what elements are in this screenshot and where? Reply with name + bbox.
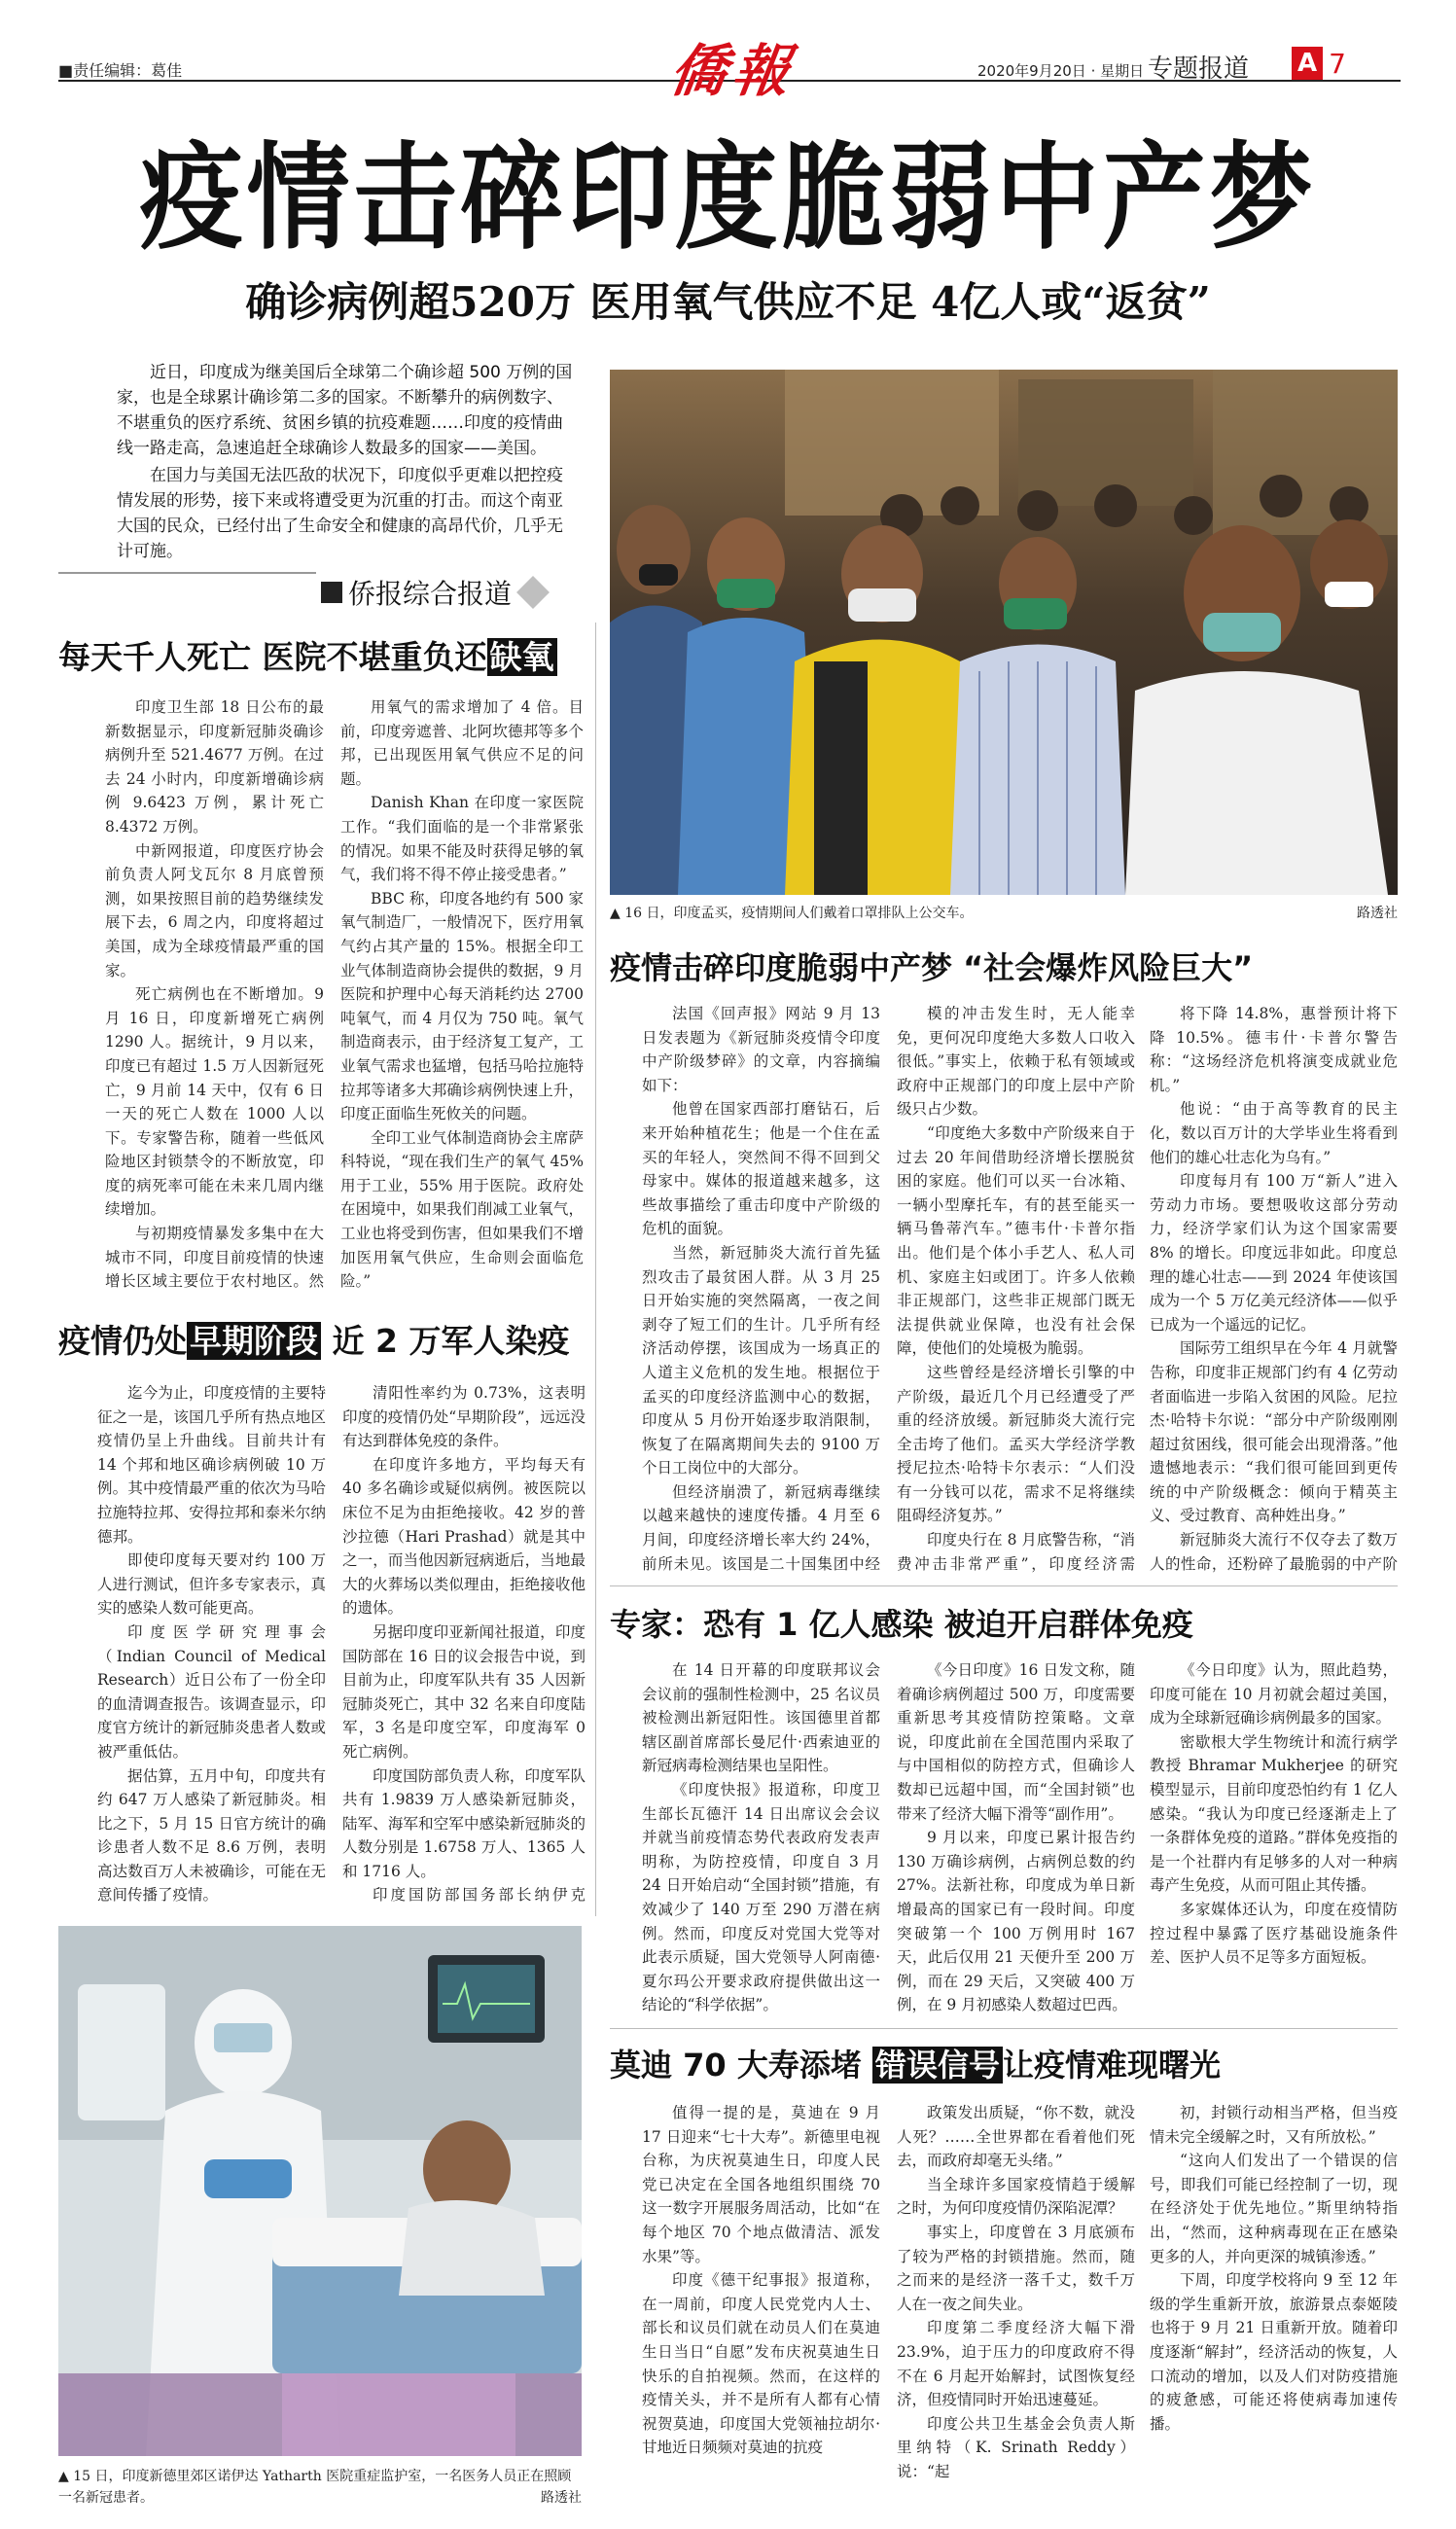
paragraph: 印度公共卫生基金会负责人斯里纳特（K. Srinath Reddy）说：“起 — [897, 2414, 1135, 2480]
paragraph: 据估算，五月中旬，印度共有约 647 万人感染了新冠肺炎。相比之下，5 月 15 日官方统计的确诊患者人数不足 8.6 万例，表明高达数百万人未被确诊，可能在无意间传播了疫情。 — [97, 1766, 326, 1905]
article-column — [1150, 1658, 1398, 2018]
paragraph: 国际劳工组织早在今年 4 月就警告称，印度非正规部门约有 4 亿劳动者面临进一步陷入贫困的风险。尼拉杰·哈特卡尔说：“部分中产阶级刚刚超过贫困线，很可能会出现滑落。”他遗憾地表示：“我们很可能回到更传统的中产阶级概念：倾向于精英主义、受过教育、高种姓出身。” — [1150, 1339, 1398, 1525]
paragraph: 印度每月有 100 万“新人”进入劳动力市场。要想吸收这部分劳动力，经济学家们认为这个国家需要 8% 的增长。印度远非如此。印度总理的雄心壮志——到 2024 年使该国成为一个 5 万亿美元经济体——似乎已成为一个遥远的记忆。 — [1150, 1172, 1398, 1334]
paragraph: 印度医学研究理事会（Indian Council of Medical Research）近日公布了一份全印的血清调查报告。该调查显示，印度官方统计的新冠肺炎患者人数或被严重低估。 — [97, 1622, 326, 1761]
headline-text: 每天千人死亡 医院不堪重负还 — [58, 638, 487, 676]
paragraph: 印度央行在 8 月底警告称，“消费冲击非常严重”，印度经济需 — [897, 1531, 1135, 1573]
column-divider — [595, 623, 596, 1916]
paragraph: 下周，印度学校将向 9 至 12 年级的学生重新开放，旅游景点泰姬陵也将于 9 月 21 日重新开放。随着印度逐渐“解封”，经济活动的恢复，人口流动的增加，以及人们对防疫措施的疲惫感，可能还将使病毒加速传播。 — [1150, 2271, 1398, 2433]
paragraph: 用氧气的需求增加了 4 倍。目前，印度旁遮普、北阿坎德邦等多个邦，已出现医用氧气供应不足的问题。 — [340, 698, 584, 788]
paragraph: 模的冲击发生时，无人能幸免，更何况印度绝大多数人口收入很低。”事实上，依赖于私有领域或政府中正规部门的印度上层中产阶级只占少数。 — [897, 1005, 1135, 1119]
paragraph: 政策发出质疑，“你不数，就没人死？……全世界都在看着他们死去，而政府却毫无头绪。” — [897, 2104, 1135, 2170]
paragraph: 《今日印度》16 日发文称，随着确诊病例超过 500 万，印度需要重新思考其疫情防控策略。文章说，印度此前在全国范围内采取了与中国相似的防控方式，但确诊人数却已远超中国，而“全国封锁”也带来了经济大幅下滑等“副作用”。 — [897, 1661, 1135, 1823]
newspaper-logo: 僑報 — [665, 38, 800, 104]
crowd-photo-illustration — [610, 370, 1398, 895]
paragraph: 他说：“由于高等教育的民主化，数以百万计的大学毕业生将看到他们的雄心壮志化为乌有。” — [1150, 1100, 1398, 1166]
paragraph: 9 月以来，印度已累计报告约 130 万确诊病例，占病例总数的约 27%。法新社称，印度成为单日新增最高的国家已有一段时间。印度突破第一个 100 万例用时 167 天，此后仅用 21 天便升至 200 万例，而在 29 天后，又突破 400 万例，在 9 月初感染人数超过巴西。 — [897, 1829, 1135, 2014]
paragraph: 另据印度印亚新闻社报道，印度国防部在 16 日的议会报告中说，到目前为止，印度军队共有 35 人因新冠肺炎死亡，其中 32 名来自印度陆军，3 名是印度空军，印度海军 0 死亡病例。 — [342, 1622, 586, 1761]
article-column — [897, 1658, 1135, 2018]
headline-text: 让疫情难现曙光 — [1002, 2047, 1221, 2084]
article-column — [342, 1381, 586, 1906]
page-letter: A — [1292, 47, 1323, 80]
paragraph: 他曾在国家西部打磨钻石，后来开始种植花生；他是一个住在孟买的年轻人，突然间不得不回到父母家中。媒体的报道越来越多，这些故事描绘了重击印度中产阶级的危机的面貌。 — [642, 1100, 880, 1238]
headline-text: 莫迪 70 大寿添堵 — [610, 2047, 872, 2084]
photo-mumbai-queue — [610, 370, 1398, 895]
main-headline: 疫情击碎印度脆弱中产梦 — [139, 130, 1317, 266]
paragraph: 迄今为止，印度疫情的主要特征之一是，该国几乎所有热点地区疫情仍呈上升曲线。目前共计有 14 个邦和地区确诊病例破 10 万例。其中疫情最严重的依次为马哈拉施特拉邦、安得拉邦和泰米尔纳德邦。 — [97, 1384, 326, 1546]
paragraph: 即使印度每天要对约 100 万人进行测试，但许多专家表示，真实的感染人数可能更高。 — [97, 1551, 326, 1618]
paragraph: 清阳性率约为 0.73%，这表明印度的疫情仍处“早期阶段”，远远没有达到群体免疫的条件。 — [342, 1384, 586, 1450]
paragraph: 印度第二季度经济大幅下滑 23.9%，迫于压力的印度政府不得不在 6 月起开始解封，试图恢复经济，但疫情同时开始迅速蔓延。 — [897, 2319, 1135, 2409]
section-headline: 疫情击碎印度脆弱中产梦 “社会爆炸风险巨大” — [610, 949, 1254, 986]
headline-text: 近 2 万军人染疫 — [321, 1322, 570, 1360]
paragraph: 印度卫生部 18 日公布的最新数据显示，印度新冠肺炎确诊病例升至 521.4677 万例。在过去 24 小时内，印度新增确诊病例 9.6423 万例，累计死亡 8.4372 万例。 — [105, 698, 324, 836]
paragraph: 初，封锁行动相当严格，但当疫情未完全缓解之时，又有所放松。” — [1150, 2104, 1398, 2146]
article-column — [642, 1002, 880, 1576]
article-column — [340, 695, 584, 1294]
issue-date: 2020年9月20日 · 星期日 — [977, 62, 1145, 80]
sub-headline: 确诊病例超520万 医用氧气供应不足 4亿人或“返贫” — [245, 278, 1211, 326]
page-number — [1292, 47, 1346, 80]
caption-text: ▲ 15 日，印度新德里郊区诺伊达 Yatharth 医院重症监护室，一名医务人员正在照顾一名新冠患者。 — [58, 2469, 572, 2506]
divider — [610, 1585, 1398, 1586]
paragraph: 密歇根大学生物统计和流行病学教授 Bhramar Mukherjee 的研究模型显示，目前印度恐怕约有 1 亿人感染。“我认为印度已经逐渐走上了一条群体免疫的道路。”群体免疫指的是一个社群内有足够多的人对一种病毒产生免疫，从而可阻止其传播。 — [1150, 1732, 1398, 1895]
article-column — [105, 695, 324, 1294]
divider — [58, 572, 316, 574]
lead-paragraph: 近日，印度成为继美国后全球第二个确诊超 500 万例的国家，也是全球累计确诊第二多的国家。不断攀升的病例数字、不堪重负的医疗系统、贫困乡镇的抗疫难题……印度的疫情曲线一路走高，急速追赶全球确诊人数最多的国家——美国。 — [117, 363, 573, 458]
section-headline — [58, 632, 557, 678]
paragraph: 印度《德干纪事报》报道称，在一周前，印度人民党党内人士、部长和议员们就在动员人们在莫迪生日当日“自愿”发布庆祝莫迪生日快乐的自拍视频。然而，在这样的疫情关头，并不是所有人都有心情祝贺莫迪，印度国大党领袖拉胡尔·甘地近日频频对莫迪的抗疫 — [642, 2271, 880, 2457]
reporter-label: 侨报综合报道 — [348, 578, 513, 610]
paragraph: 《印度快报》报道称，印度卫生部长瓦德汗 14 日出席议会会议并就当前疫情态势代表政府发表声明称，为防控疫情，印度自 3 月 24 日开始启动“全国封锁”措施，有效减少了 140 万至 290 万潜在病例。然而，印度反对党国大党等对此表示质疑，国大党领导人阿南德·夏尔玛公开要求政府提供做出这一结论的“科学依据”。 — [642, 1780, 880, 2014]
article-column — [897, 2101, 1135, 2510]
paragraph: 法国《回声报》网站 9 月 13 日发表题为《新冠肺炎疫情令印度中产阶级梦碎》的文章，内容摘编如下： — [642, 1005, 880, 1094]
paragraph: 《今日印度》认为，照此趋势，印度可能在 10 月初就会超过美国，成为全球新冠确诊病例最多的国家。 — [1150, 1661, 1398, 1728]
article-column — [1150, 1002, 1398, 1576]
article-column — [642, 1658, 880, 2018]
article-column — [897, 1002, 1135, 1576]
paragraph: 当然，新冠肺炎大流行首先猛烈攻击了最贫困人群。从 3 月 25 日开始实施的突然隔离，一夜之间剥夺了短工们的生计。几乎所有经济活动停摆，该国成为一场真正的人道主义危机的发生地。根据位于孟买的印度经济监测中心的数据，印度从 5 月份开始逐步取消限制，恢复了在隔离期间失去的 9100 万个日工岗位中的大部分。 — [642, 1243, 880, 1478]
diamond-icon — [516, 576, 550, 609]
section-headline — [610, 2041, 1221, 2085]
photo-credit: 路透社 — [541, 2490, 582, 2506]
divider — [610, 2028, 1398, 2029]
paragraph: 事实上，印度曾在 3 月底颁布了较为严格的封锁措施。然而，随之而来的是经济一落千丈，数千万人在一夜之间失业。 — [897, 2223, 1135, 2313]
lead-paragraph: 在国力与美国无法匹敌的状况下，印度似乎更难以把控疫情发展的形势，接下来或将遭受更为沉重的打击。而这个南亚大国的民众，已经付出了生命安全和健康的高昂代价，几乎无计可施。 — [117, 466, 563, 561]
paragraph: 但经济崩溃了，新冠病毒继续以越来越快的速度传播。4 月至 6 月间，印度经济增长率大约 24%，前所未见。该国是二十国集团中经 — [642, 1482, 880, 1573]
photo-credit: 路透社 — [1357, 906, 1398, 921]
paragraph: Danish Khan 在印度一家医院工作。“我们面临的是一个非常紧张的情况。如果不能及时获得足够的氧气，我们将不得不停止接受患者。” — [340, 794, 584, 884]
paragraph: BBC 称，印度各地约有 500 家氧气制造厂，一般情况下，医疗用氧气约占其产量的 15%。根据全印工业气体制造商协会提供的数据，9 月医院和护理中心每天消耗约达 2700 吨氧气，而 4 月仅为 750 吨。氧气制造商表示，由于经济复工复产，工业氧气需求也猛增，包括马哈拉施特拉邦等诸多大邦确诊病例快速上升，印度正面临生死攸关的问题。 — [340, 889, 584, 1123]
paragraph: 在印度许多地方，平均每天有 40 多名确诊或疑似病例。被医院以床位不足为由拒绝接收。42 岁的普沙拉德（Hari Prashad）就是其中之一，而当他因新冠病逝后，当地最大的火葬场以类似理由，拒绝接收他的遗体。 — [342, 1455, 586, 1618]
headline-text: 疫情仍处 — [58, 1322, 187, 1360]
paragraph: “这向人们发出了一个错误的信号，即我们可能已经控制了一切，现在经济处于优先地位。”斯里纳特指出，“然而，这种病毒现在正在感染更多的人，并向更深的城镇渗透。” — [1150, 2152, 1398, 2265]
paragraph: 印度国防部负责人称，印度军队共有 1.9839 万人感染新冠肺炎，陆军、海军和空军中感染新冠肺炎的人数分别是 1.6758 万人、1365 人和 1716 人。 — [342, 1766, 586, 1880]
icu-photo-illustration — [58, 1926, 582, 2456]
paragraph: 在 14 日开幕的印度联邦议会会议前的强制性检测中，25 名议员被检测出新冠阳性。该国德里首都辖区副首席部长曼尼什·西索迪亚的新冠病毒检测结果也呈阳性。 — [642, 1661, 880, 1775]
square-bullet-icon — [321, 582, 342, 603]
paragraph: 值得一提的是，莫迪在 9 月 17 日迎来“七十大寿”。新德里电视台称，为庆祝莫迪生日，印度人民党已决定在全国各地组织围绕 70 这一数字开展服务周活动，比如“在每个地区 70 个地点做清洁、派发水果”等。 — [642, 2104, 880, 2265]
headline-highlight: 错误信号 — [872, 2047, 1003, 2084]
lead-paragraphs — [117, 360, 574, 566]
paragraph: 与初期疫情暴发多集中在大城市不同，印度目前疫情的快速增长区域主要位于农村地区。然 — [105, 1225, 324, 1291]
article-column — [642, 2101, 880, 2510]
paragraph: “印度绝大多数中产阶级来自于过去 20 年间借助经济增长摆脱贫困的家庭。他们可以买一台冰箱、一辆小型摩托车，有的甚至能买一辆马鲁蒂汽车。”德韦什·卡普尔指出。他们是个体小手艺人、私人司机、家庭主妇或团丁。许多人依赖非正规部门，这些非正规部门既无法提供就业保障，也没有社会保障，使他们的处境极为脆弱。 — [897, 1123, 1135, 1358]
section-headline — [58, 1316, 569, 1362]
paragraph: 印度国防部国务部长纳伊克 — [373, 1886, 586, 1905]
article-column — [1150, 2101, 1398, 2510]
article-column — [97, 1381, 326, 1906]
section-headline: 专家：恐有 1 亿人感染 被迫开启群体免疫 — [610, 1606, 1193, 1643]
caption-text: ▲ 16 日，印度孟买，疫情期间人们戴着口罩排队上公交车。 — [610, 906, 974, 921]
paragraph: 死亡病例也在不断增加。9 月 16 日，印度新增死亡病例 1290 人。据统计，9 月以来，印度已有超过 1.5 万人因新冠死亡，9 月前 14 天中，仅有 6 日一天的死亡人数在 1000 人以下。专家警告称，随着一些低风险地区封锁禁令的不断放宽，印度的病死率可能在未来几周内继续增加。 — [105, 985, 324, 1219]
headline-highlight: 早期阶段 — [187, 1322, 321, 1360]
paragraph: 这些曾经是经济增长引擎的中产阶级，最近几个月已经遭受了严重的经济放缓。新冠肺炎大流行完全击垮了他们。孟买大学经济学教授尼拉杰·哈特卡尔表示：“人们没有一分钱可以花，需求不足将继续阻碍经济复苏。” — [897, 1363, 1135, 1525]
photo-caption — [610, 903, 1398, 922]
paragraph: 将下降 14.8%，惠誉预计将下降 10.5%。德韦什·卡普尔警告称：“这场经济危机将演变成就业危机。” — [1150, 1005, 1398, 1094]
section-name: 专题报道 — [1148, 54, 1250, 84]
reporter-byline — [321, 574, 588, 611]
page-digit: 7 — [1329, 47, 1346, 80]
photo-caption — [58, 2466, 582, 2509]
paragraph: 全印工业气体制造商协会主席萨科特说，“现在我们生产的氧气 45% 用于工业，55% 用于医院。政府处在困境中，如果我们削减工业氧气，工业也将受到伤害，但如果我们不增加医用氧气供应，生命则会面临危险。” — [340, 1128, 584, 1291]
paragraph: 中新网报道，印度医疗协会前负责人阿戈瓦尔 8 月底曾预测，如果按照目前的趋势继续发展下去，6 周之内，印度将超过美国，成为全球疫情最严重的国家。 — [105, 841, 324, 980]
paragraph: 多家媒体还认为，印度在疫情防控过程中暴露了医疗基础设施条件差、医护人员不足等多方面短板。 — [1150, 1900, 1398, 1967]
headline-highlight: 缺氧 — [487, 638, 557, 676]
paragraph: 新冠肺炎大流行不仅夺去了数万人的性命，还粉碎了最脆弱的中产阶 — [1150, 1531, 1398, 1573]
editor-credit: ■责任编辑：葛佳 — [58, 61, 183, 80]
paragraph: 当全球许多国家疫情趋于缓解之时，为何印度疫情仍深陷泥潭？ — [897, 2175, 1135, 2218]
photo-icu — [58, 1926, 582, 2456]
page-header — [58, 19, 1401, 104]
